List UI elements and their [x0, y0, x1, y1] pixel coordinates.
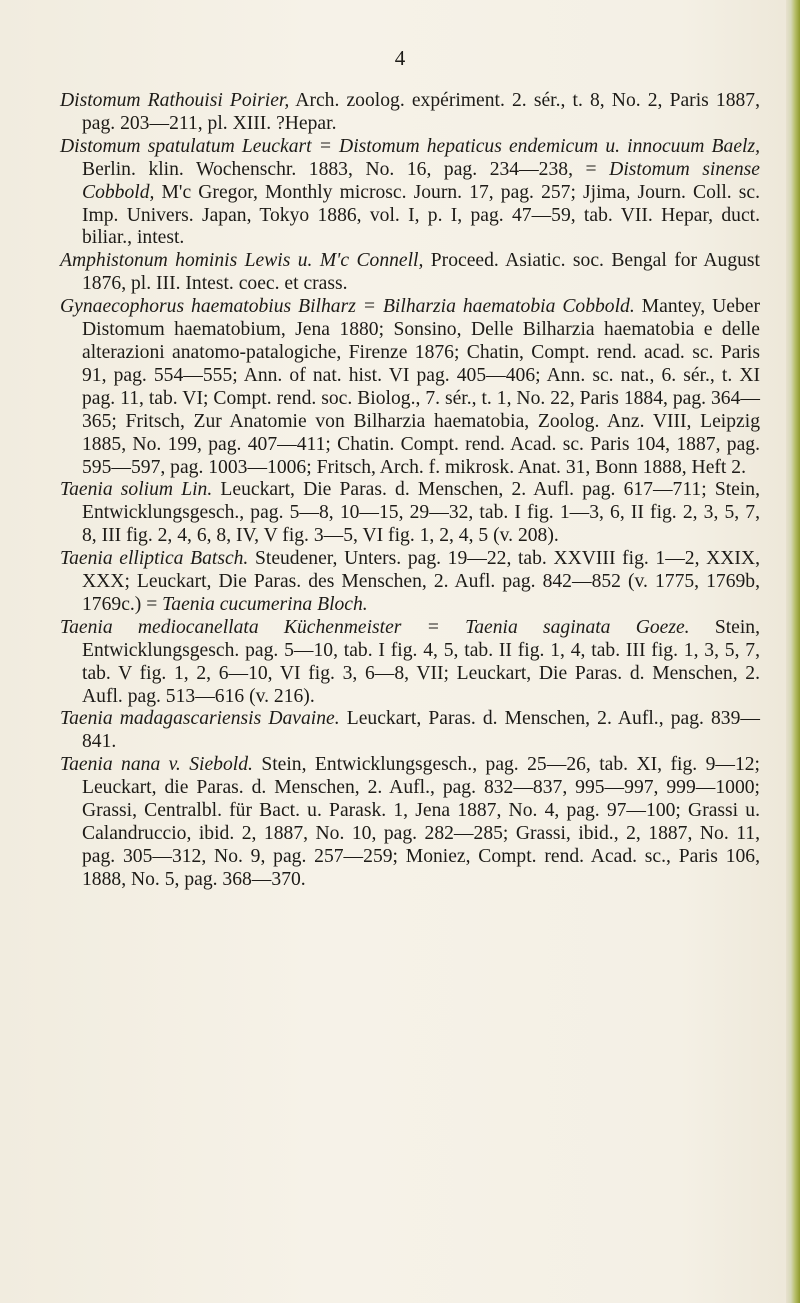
- reference-text: Leuckart, Die Paras. d. Menschen, 2. Aufl. pag. 617—711; Stein, Entwicklungsgesch., pag. 5—8, 10—15, 29—32, tab. I fig. 1—3, 6, II fig. 2, 3, 5, 7, 8, III fig. 2, 4, 6, 8, IV, V fig. 3—5, VI fig. 1, 2, 4, 5 (v. 208).: [82, 479, 761, 547]
- species-name: Taenia solium Lin.: [60, 479, 213, 501]
- species-name: Distomum sinense Cobbold,: [82, 158, 760, 203]
- species-name: Taenia madagascariensis Davaine.: [60, 708, 340, 730]
- reference-text: Leuckart, Paras. d. Menschen, 2. Aufl., pag. 839—841.: [82, 708, 760, 753]
- bibliography-entry: [60, 754, 760, 891]
- bibliography-entry: [60, 548, 760, 617]
- reference-text: Berlin. klin. Wochenschr. 1883, No. 16, pag. 234—238, =: [82, 158, 597, 180]
- bibliography-entry: [60, 136, 760, 251]
- page-edge-binding: [786, 0, 800, 1303]
- bibliography-entry: [60, 617, 760, 709]
- bibliography-entry: [60, 250, 760, 296]
- bibliography-list: [60, 90, 760, 892]
- reference-text: Steudener, Unters. pag. 19—22, tab. XXVIII fig. 1—2, XXIX, XXX; Leuckart, Die Paras. des Menschen, 2. Aufl. pag. 842—852 (v. 1775, 1769b, 1769c.) =: [82, 548, 760, 615]
- species-name: Distomum spatulatum Leuckart = Distomum hepaticus endemicum u. innocuum Baelz,: [60, 135, 760, 157]
- bibliography-entry: [60, 90, 760, 136]
- species-name: Amphistonum hominis Lewis u. M'c Connell,: [60, 250, 424, 272]
- species-name: Taenia elliptica Batsch.: [60, 548, 249, 570]
- bibliography-entry: [60, 708, 760, 754]
- reference-text: Stein, Entwicklungsgesch., pag. 25—26, tab. XI, fig. 9—12; Leuckart, die Paras. d. Menschen, 2. Aufl., pag. 832—837, 995—997, 999—1000; Grassi, Centralbl. für Bact. u. Parask. 1, Jena 1887, No. 4, pag. 97—100; Grassi u. Calandruccio, ibid. 2, 1887, No. 10, pag. 282—285; Grassi, ibid., 2, 1887, No. 11, pag. 305—312, No. 9, pag. 257—259; Moniez, Compt. rend. Acad. sc., Paris 106, 1888, No. 5, pag. 368—370.: [82, 754, 760, 890]
- bibliography-entry: [60, 479, 760, 548]
- reference-text: Stein, Entwicklungsgesch. pag. 5—10, tab. I fig. 4, 5, tab. II fig. 1, 4, tab. III fig. 1, 3, 5, 7, tab. V fig. 1, 2, 6—10, VI fig. 3, 6—8, VII; Leuckart, Die Paras. d. Menschen, 2. Aufl. pag. 513—616 (v. 216).: [82, 616, 761, 707]
- bibliography-entry: [60, 296, 760, 479]
- species-name: Gynaecophorus haematobius Bilharz = Bilharzia haematobia Cobbold.: [60, 296, 635, 318]
- species-name: Taenia cucumerina Bloch.: [162, 593, 368, 615]
- reference-text: M'c Gregor, Monthly microsc. Journ. 17, pag. 257; Jjima, Journ. Coll. sc. Imp. Univers. Japan, Tokyo 1886, vol. I, p. I, pag. 47—59, tab. VII. Hepar, duct. biliar., intest.: [82, 181, 760, 249]
- reference-text: Mantey, Ueber Distomum haematobium, Jena 1880; Sonsino, Delle Bilharzia haematobia e delle alterazioni anatomo-patalogiche, Firenze 1876; Chatin, Compt. rend. acad. sc. Paris 91, pag. 554—555; Ann. of nat. hist. VI pag. 405—406; Ann. sc. nat., 6. sér., t. XI pag. 11, tab. VI; Compt. rend. soc. Biolog., 7. sér., t. 1, No. 22, Paris 1884, pag. 364—365; Fritsch, Zur Anatomie von Bilharzia haematobia, Zoolog. Anz. VIII, Leipzig 1885, No. 199, pag. 407—411; Chatin. Compt. rend. Acad. sc. Paris 104, 1887, pag. 595—597, pag. 1003—1006; Fritsch, Arch. f. mikrosk. Anat. 31, Bonn 1888, Heft 2.: [82, 296, 761, 478]
- page-number: 4: [394, 46, 406, 70]
- species-name: Distomum Rathouisi Poirier,: [60, 90, 290, 111]
- reference-text: Proceed. Asiatic. soc. Bengal for August 1876, pl. III. Intest. coec. et crass.: [82, 250, 760, 295]
- species-name: Taenia nana v. Siebold.: [60, 754, 253, 776]
- species-name: Taenia mediocanellata Küchenmeister = Taenia saginata Goeze.: [60, 616, 690, 638]
- reference-text: Arch. zoolog. expériment. 2. sér., t. 8, No. 2, Paris 1887, pag. 203—211, pl. XIII. ?Hepar.: [82, 90, 760, 134]
